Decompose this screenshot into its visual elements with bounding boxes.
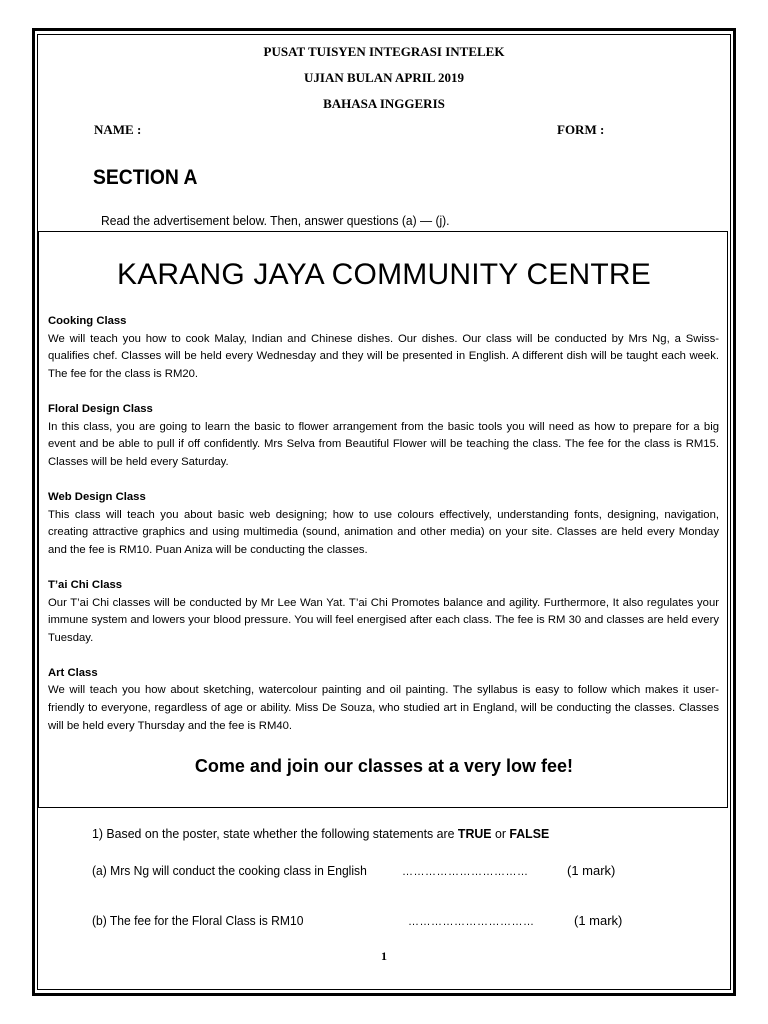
section-instruction: Read the advertisement below. Then, answer questions (a) — (j).	[101, 213, 450, 228]
question-prompt-text: 1) Based on the poster, state whether the following statements are	[92, 826, 458, 841]
school-name: PUSAT TUISYEN INTEGRASI INTELEK	[263, 44, 505, 59]
class-heading: Floral Design Class	[48, 402, 153, 415]
advertisement-footer: Come and join our classes at a very low fee!	[194, 756, 574, 776]
question-a-mark: (1 mark)	[567, 863, 616, 878]
class-heading: Art Class	[48, 666, 98, 679]
form-label: FORM :	[557, 122, 605, 137]
false-word: FALSE	[509, 826, 550, 841]
page-number: 1	[381, 949, 387, 963]
question-1-prompt	[92, 826, 549, 841]
subject-title: BAHASA INGGERIS	[323, 96, 445, 111]
advertisement-body	[48, 313, 719, 753]
class-section-web-design	[48, 489, 719, 559]
advertisement-title: KARANG JAYA COMMUNITY CENTRE	[117, 258, 651, 291]
question-a-text: (a) Mrs Ng will conduct the cooking class in English	[92, 863, 367, 878]
true-word: TRUE	[457, 826, 492, 841]
question-b-text: (b) The fee for the Floral Class is RM10	[92, 913, 304, 928]
class-heading: Cooking Class	[48, 315, 127, 327]
class-description: We will teach you how about sketching, watercolour painting and oil painting. The syllabus is easy to follow which makes it user-friendly to everyone, regardless of age or ability. Miss De Souza, who studied art in England, will be conducting the classes. Classes will be held every Thursday and the fee is RM40.	[48, 684, 719, 732]
class-section-floral	[48, 401, 719, 471]
class-heading: Web Design Class	[48, 490, 146, 503]
class-heading: T’ai Chi Class	[48, 578, 123, 591]
class-description: Our T’ai Chi classes will be conducted by Mr Lee Wan Yat. T’ai Chi Promotes balance and agility. Furthermore, It also regulates your immune system and lowers your blood pressure. You will feel energised after each class. The fee is RM 30 and classes are held every Tuesday.	[48, 596, 719, 644]
class-description: In this class, you are going to learn the basic to flower arrangement from the basic tools you will need as how to prepare for a big event and be able to pull if off confidently. Mrs Selva from Beautiful Flower will be teaching the class. The fee for the class is RM15. Classes will be held every Saturday.	[48, 420, 719, 468]
class-section-cooking	[48, 313, 719, 383]
class-description: We will teach you how to cook Malay, Indian and Chinese dishes. Our dishes. Our class will be conducted by Mrs Ng, a Swiss-qualifies chef. Classes will be held every Wednesday and they will be presented in English. A different dish will be taught each week. The fee for the class is RM20.	[48, 332, 719, 380]
question-a-answer-line: ……………………………	[402, 866, 529, 878]
question-b-mark: (1 mark)	[574, 913, 623, 928]
class-section-tai-chi	[48, 577, 719, 647]
or-word: or	[491, 826, 510, 841]
exam-title: UJIAN BULAN APRIL 2019	[304, 70, 464, 85]
class-description: This class will teach you about basic web designing; how to use colours effectively, understanding fonts, designing, navigation, creating attractive graphics and using multimedia (sound, animation and other media) on your site. Classes are held every Monday and the fee is RM10. Puan Aniza will be conducting the classes.	[48, 508, 719, 556]
section-title: SECTION A	[93, 166, 198, 189]
question-b-answer-line: ……………………………	[408, 916, 535, 928]
class-section-art	[48, 665, 719, 735]
name-label: NAME :	[94, 122, 142, 137]
